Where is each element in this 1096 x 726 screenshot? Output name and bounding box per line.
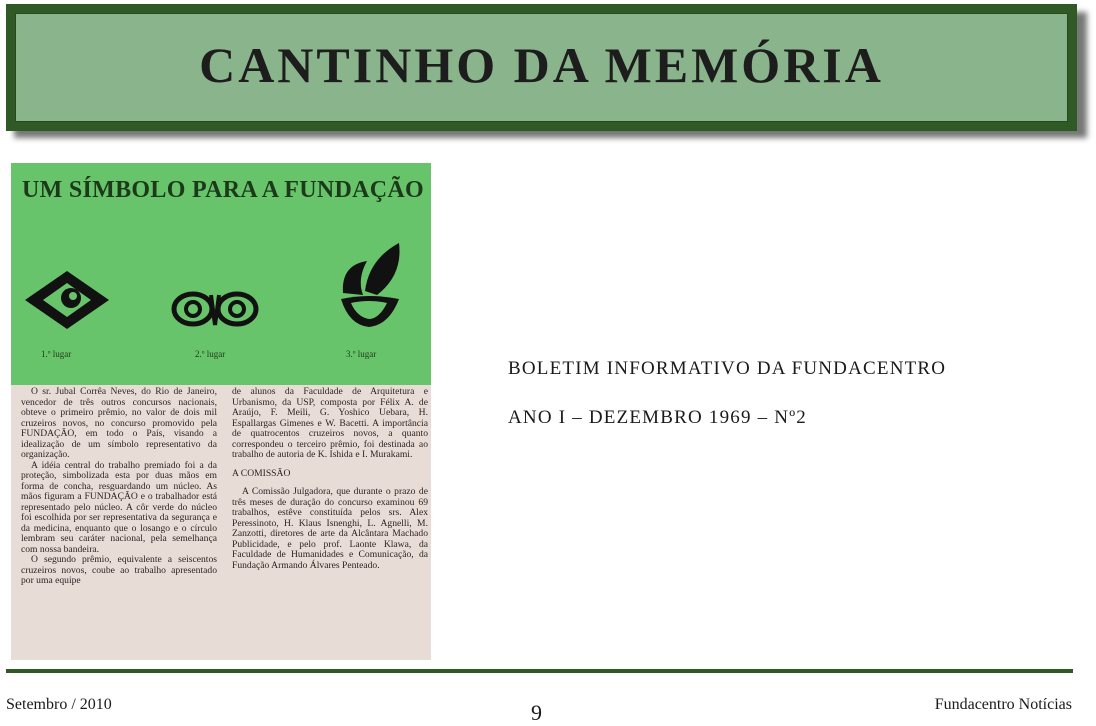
clipping-paragraph: O sr. Jubal Corrêa Neves, do Rio de Janeiro, vencedor de três outros concursos nacionais, obteve o primeiro prêmio, no valor de dois mil cruzeiros novos, no concurso promovido pela FUNDAÇÃO, em todo o País, visando a idealização de um símbolo representativo da organização. [21, 386, 217, 460]
second-place-logo-icon [171, 287, 261, 329]
header-banner [6, 4, 1077, 131]
clipping-column-left [21, 387, 217, 587]
bulletin-title: BOLETIM INFORMATIVO DA FUNDACENTRO [508, 358, 947, 379]
clipping-paragraph: O segundo prêmio, equivalente a seiscentos cruzeiros novos, coube ao trabalho apresentado por uma equipe [21, 554, 217, 586]
first-place-logo-icon [21, 267, 113, 333]
page-title: CANTINHO DA MEMÓRIA [199, 36, 884, 93]
third-place-logo-icon [339, 239, 405, 329]
first-place-label: 1.º lugar [41, 349, 72, 359]
clipping-column-right [232, 387, 428, 571]
clipping-paragraph: de alunos da Faculdade de Arquitetura e Urbanismo, da USP, composta por Félix A. de Araújo, F. Meili, G. Yoshico Uebara, H. Espallargas Gimenes e W. Bacetti. A importância de quatrocentos cruzeiros novos, a quanto correspondeu o terceiro prêmio, foi destinada ao trabalho de autoria de K. Ishida e I. Murakami. [232, 386, 428, 460]
footer-publication: Fundacentro Notícias [934, 696, 1072, 713]
footer-rule [6, 669, 1073, 673]
clipping-headline: UM SÍMBOLO PARA A FUNDAÇÃO [22, 177, 425, 203]
third-place-label: 3.º lugar [346, 349, 377, 359]
clipping-paragraph: A Comissão Julgadora, que durante o prazo de três meses de duração do concurso examinou 69 trabalhos, estêve constituída pelos srs. Alex Peressinoto, H. Klaus Isnenghi, L. Agnelli, M. Zanzotti, diretores de arte da Alcântara Machado Publicidade, e pelo prof. Laonte Klawa, da Faculdade de Humanidades e Comunicação, da Fundação Armando Álvares Penteado. [232, 486, 428, 571]
footer-date: Setembro / 2010 [6, 696, 112, 713]
bulletin-edition: ANO I – DEZEMBRO 1969 – Nº2 [508, 407, 808, 428]
clipping-section-heading: A COMISSÃO [232, 467, 291, 479]
newspaper-clipping [11, 163, 431, 660]
clipping-paragraph: A idéia central do trabalho premiado foi a da proteção, simbolizada esta por duas mãos em forma de concha, resguardando um núcleo. As mãos figuram a FUNDAÇÃO e o trabalhador está representado pelo núcleo. A côr verde do núcleo foi escolhida por ser representativa da segurança e da medicina, enquanto que o losango e o círculo lembram seu caráter nacional, pela semelhança com nossa bandeira. [21, 459, 217, 555]
header-banner-inner [15, 13, 1068, 122]
second-place-label: 2.º lugar [195, 349, 226, 359]
page-number: 9 [531, 700, 542, 725]
